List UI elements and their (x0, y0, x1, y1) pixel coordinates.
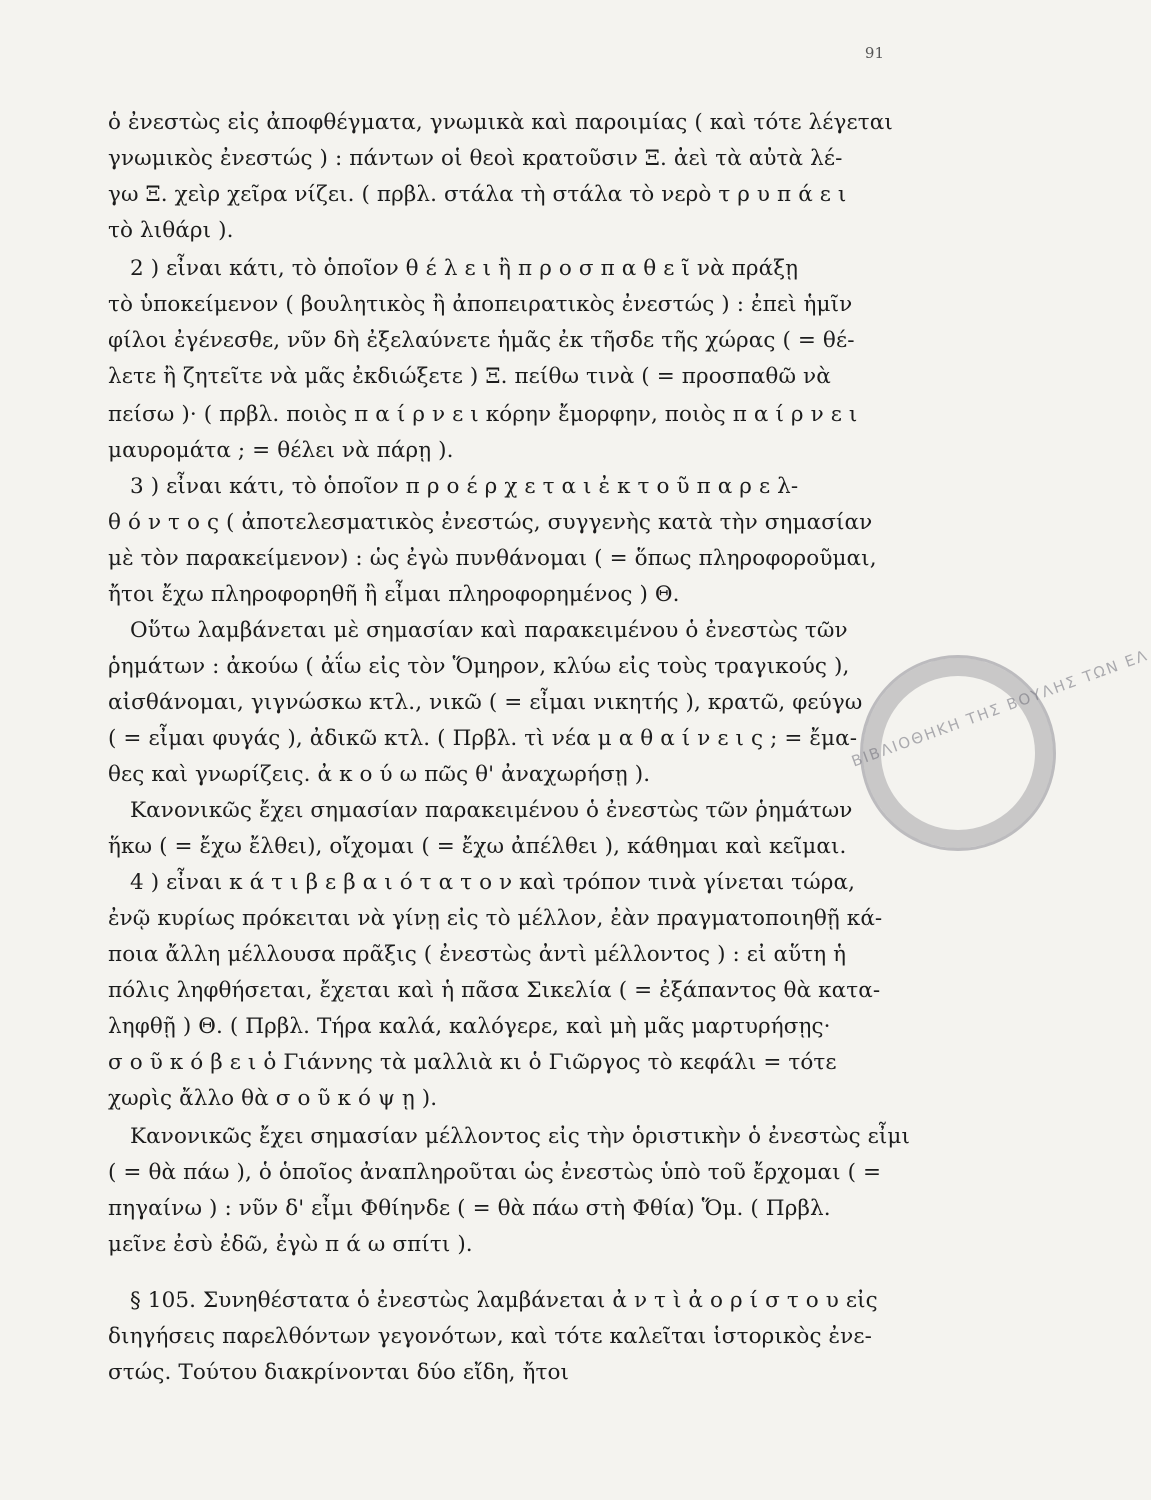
text-line: ἐνῷ κυρίως πρόκειται νὰ γίνῃ εἰς τὸ μέλλον, ἐὰν πραγματοποιηθῇ κά- (108, 906, 883, 931)
text-line: πόλις ληφθήσεται, ἔχεται καὶ ἡ πᾶσα Σικελία ( = ἐξάπαντος θὰ κατα- (108, 978, 881, 1003)
text-line: Κανονικῶς ἔχει σημασίαν μέλλοντος εἰς τὴν ὁριστικὴν ὁ ἐνεστὼς εἶμι (130, 1124, 911, 1149)
text-line: μαυρομάτα ; = θέλει νὰ πάρῃ ). (108, 438, 454, 463)
text-line: ποια ἄλλη μέλλουσα πρᾶξις ( ἐνεστὼς ἀντὶ μέλλοντος ) : εἰ αὕτη ἡ (108, 942, 847, 967)
text-line: στώς. Τούτου διακρίνονται δύο εἴδη, ἤτοι (108, 1360, 570, 1385)
text-line: 2 ) εἶναι κάτι, τὸ ὁποῖον θ έ λ ε ι ἢ π ρ ο σ π α θ ε ῖ νὰ πράξῃ (130, 256, 799, 281)
text-line: πείσω )· ( πρβλ. ποιὸς π α ί ρ ν ε ι κόρην ἔμορφην, ποιὸς π α ί ρ ν ε ι (108, 402, 858, 427)
text-line: διηγήσεις παρελθόντων γεγονότων, καὶ τότε καλεῖται ἱστορικὸς ἐνε- (108, 1324, 872, 1349)
library-stamp (849, 646, 1151, 851)
text-line: μεῖνε ἐσὺ ἐδῶ, ἐγὼ π ά ω σπίτι ). (108, 1232, 473, 1257)
page-number: 91 (864, 44, 884, 62)
text-line: ( = εἶμαι φυγάς ), ἀδικῶ κτλ. ( Πρβλ. τὶ νέα μ α θ α ί ν ε ι ς ; = ἔμα- (108, 726, 858, 751)
text-line: ῥημάτων : ἀκούω ( ἀΐω εἰς τὸν Ὅμηρον, κλύω εἰς τοὺς τραγικούς ), (108, 654, 850, 679)
text-line: ἥκω ( = ἔχω ἔλθει), οἴχομαι ( = ἔχω ἀπέλθει ), κάθημαι καὶ κεῖμαι. (108, 834, 847, 859)
text-line: ληφθῇ ) Θ. ( Πρβλ. Τήρα καλά, καλόγερε, καὶ μὴ μᾶς μαρτυρήσῃς· (108, 1014, 831, 1039)
text-line: τὸ λιθάρι ). (108, 218, 234, 243)
text-line: σ ο ῦ κ ό β ε ι ὁ Γιάννης τὰ μαλλιὰ κι ὁ Γιῶργος τὸ κεφάλι = τότε (108, 1050, 837, 1075)
text-line: ὁ ἐνεστὼς εἰς ἀποφθέγματα, γνωμικὰ καὶ παροιμίας ( καὶ τότε λέγεται (108, 110, 893, 135)
text-line: λετε ἢ ζητεῖτε νὰ μᾶς ἐκδιώξετε ) Ξ. πείθω τινὰ ( = προσπαθῶ νὰ (108, 364, 831, 389)
text-line: 3 ) εἶναι κάτι, τὸ ὁποῖον π ρ ο έ ρ χ ε τ α ι ἐ κ τ ο ῦ π α ρ ε λ- (130, 474, 799, 499)
text-line: χωρὶς ἄλλο θὰ σ ο ῦ κ ό ψ ῃ ). (108, 1086, 438, 1111)
section-heading-line: § 105. Συνηθέστατα ὁ ἐνεστὼς λαμβάνεται ἀ ν τ ὶ ἀ ο ρ ί σ τ ο υ εἰς (130, 1288, 878, 1313)
text-line: πηγαίνω ) : νῦν δ' εἶμι Φθίηνδε ( = θὰ πάω στὴ Φθία) Ὅμ. ( Πρβλ. (108, 1196, 831, 1221)
text-line: μὲ τὸν παρακείμενον) : ὡς ἐγὼ πυνθάνομαι ( = ὅπως πληροφοροῦμαι, (108, 546, 877, 571)
text-line: 4 ) εἶναι κ ά τ ι β ε β α ι ό τ α τ ο ν καὶ τρόπον τινὰ γίνεται τώρα, (130, 870, 856, 895)
stamp-text: ΒΙΒΛΙΟΘΗΚΗ ΤΗΣ ΒΟΥΛΗΣ ΤΩΝ ΕΛ (849, 646, 1151, 771)
text-line: φίλοι ἐγένεσθε, νῦν δὴ ἐξελαύνετε ἡμᾶς ἐκ τῆσδε τῆς χώρας ( = θέ- (108, 328, 855, 353)
text-line: γνωμικὸς ἐνεστώς ) : πάντων οἱ θεοὶ κρατοῦσιν Ξ. ἀεὶ τὰ αὐτὰ λέ- (108, 146, 843, 171)
text-line: Κανονικῶς ἔχει σημασίαν παρακειμένου ὁ ἐνεστὼς τῶν ῥημάτων (130, 798, 853, 823)
text-line: θες καὶ γνωρίζεις. ἀ κ ο ύ ω πῶς θ' ἀναχωρήσῃ ). (108, 762, 651, 787)
text-line: αἰσθάνομαι, γιγνώσκω κτλ., νικῶ ( = εἶμαι νικητής ), κρατῶ, φεύγω (108, 690, 863, 715)
text-line: θ ό ν τ ο ς ( ἀποτελεσματικὸς ἐνεστώς, συγγενὴς κατὰ τὴν σημασίαν (108, 510, 873, 535)
text-line: ( = θὰ πάω ), ὁ ὁποῖος ἀναπληροῦται ὡς ἐνεστὼς ὑπὸ τοῦ ἔρχομαι ( = (108, 1160, 882, 1185)
text-line: Οὕτω λαμβάνεται μὲ σημασίαν καὶ παρακειμένου ὁ ἐνεστὼς τῶν (130, 618, 848, 643)
text-line: ἤτοι ἔχω πληροφορηθῆ ἢ εἶμαι πληροφορημένος ) Θ. (108, 582, 680, 607)
text-line: τὸ ὑποκείμενον ( βουλητικὸς ἢ ἀποπειρατικὸς ἐνεστώς ) : ἐπεὶ ἡμῖν (108, 292, 853, 317)
text-line: γω Ξ. χεὶρ χεῖρα νίζει. ( πρβλ. στάλα τὴ στάλα τὸ νερὸ τ ρ υ π ά ε ι (108, 182, 847, 207)
